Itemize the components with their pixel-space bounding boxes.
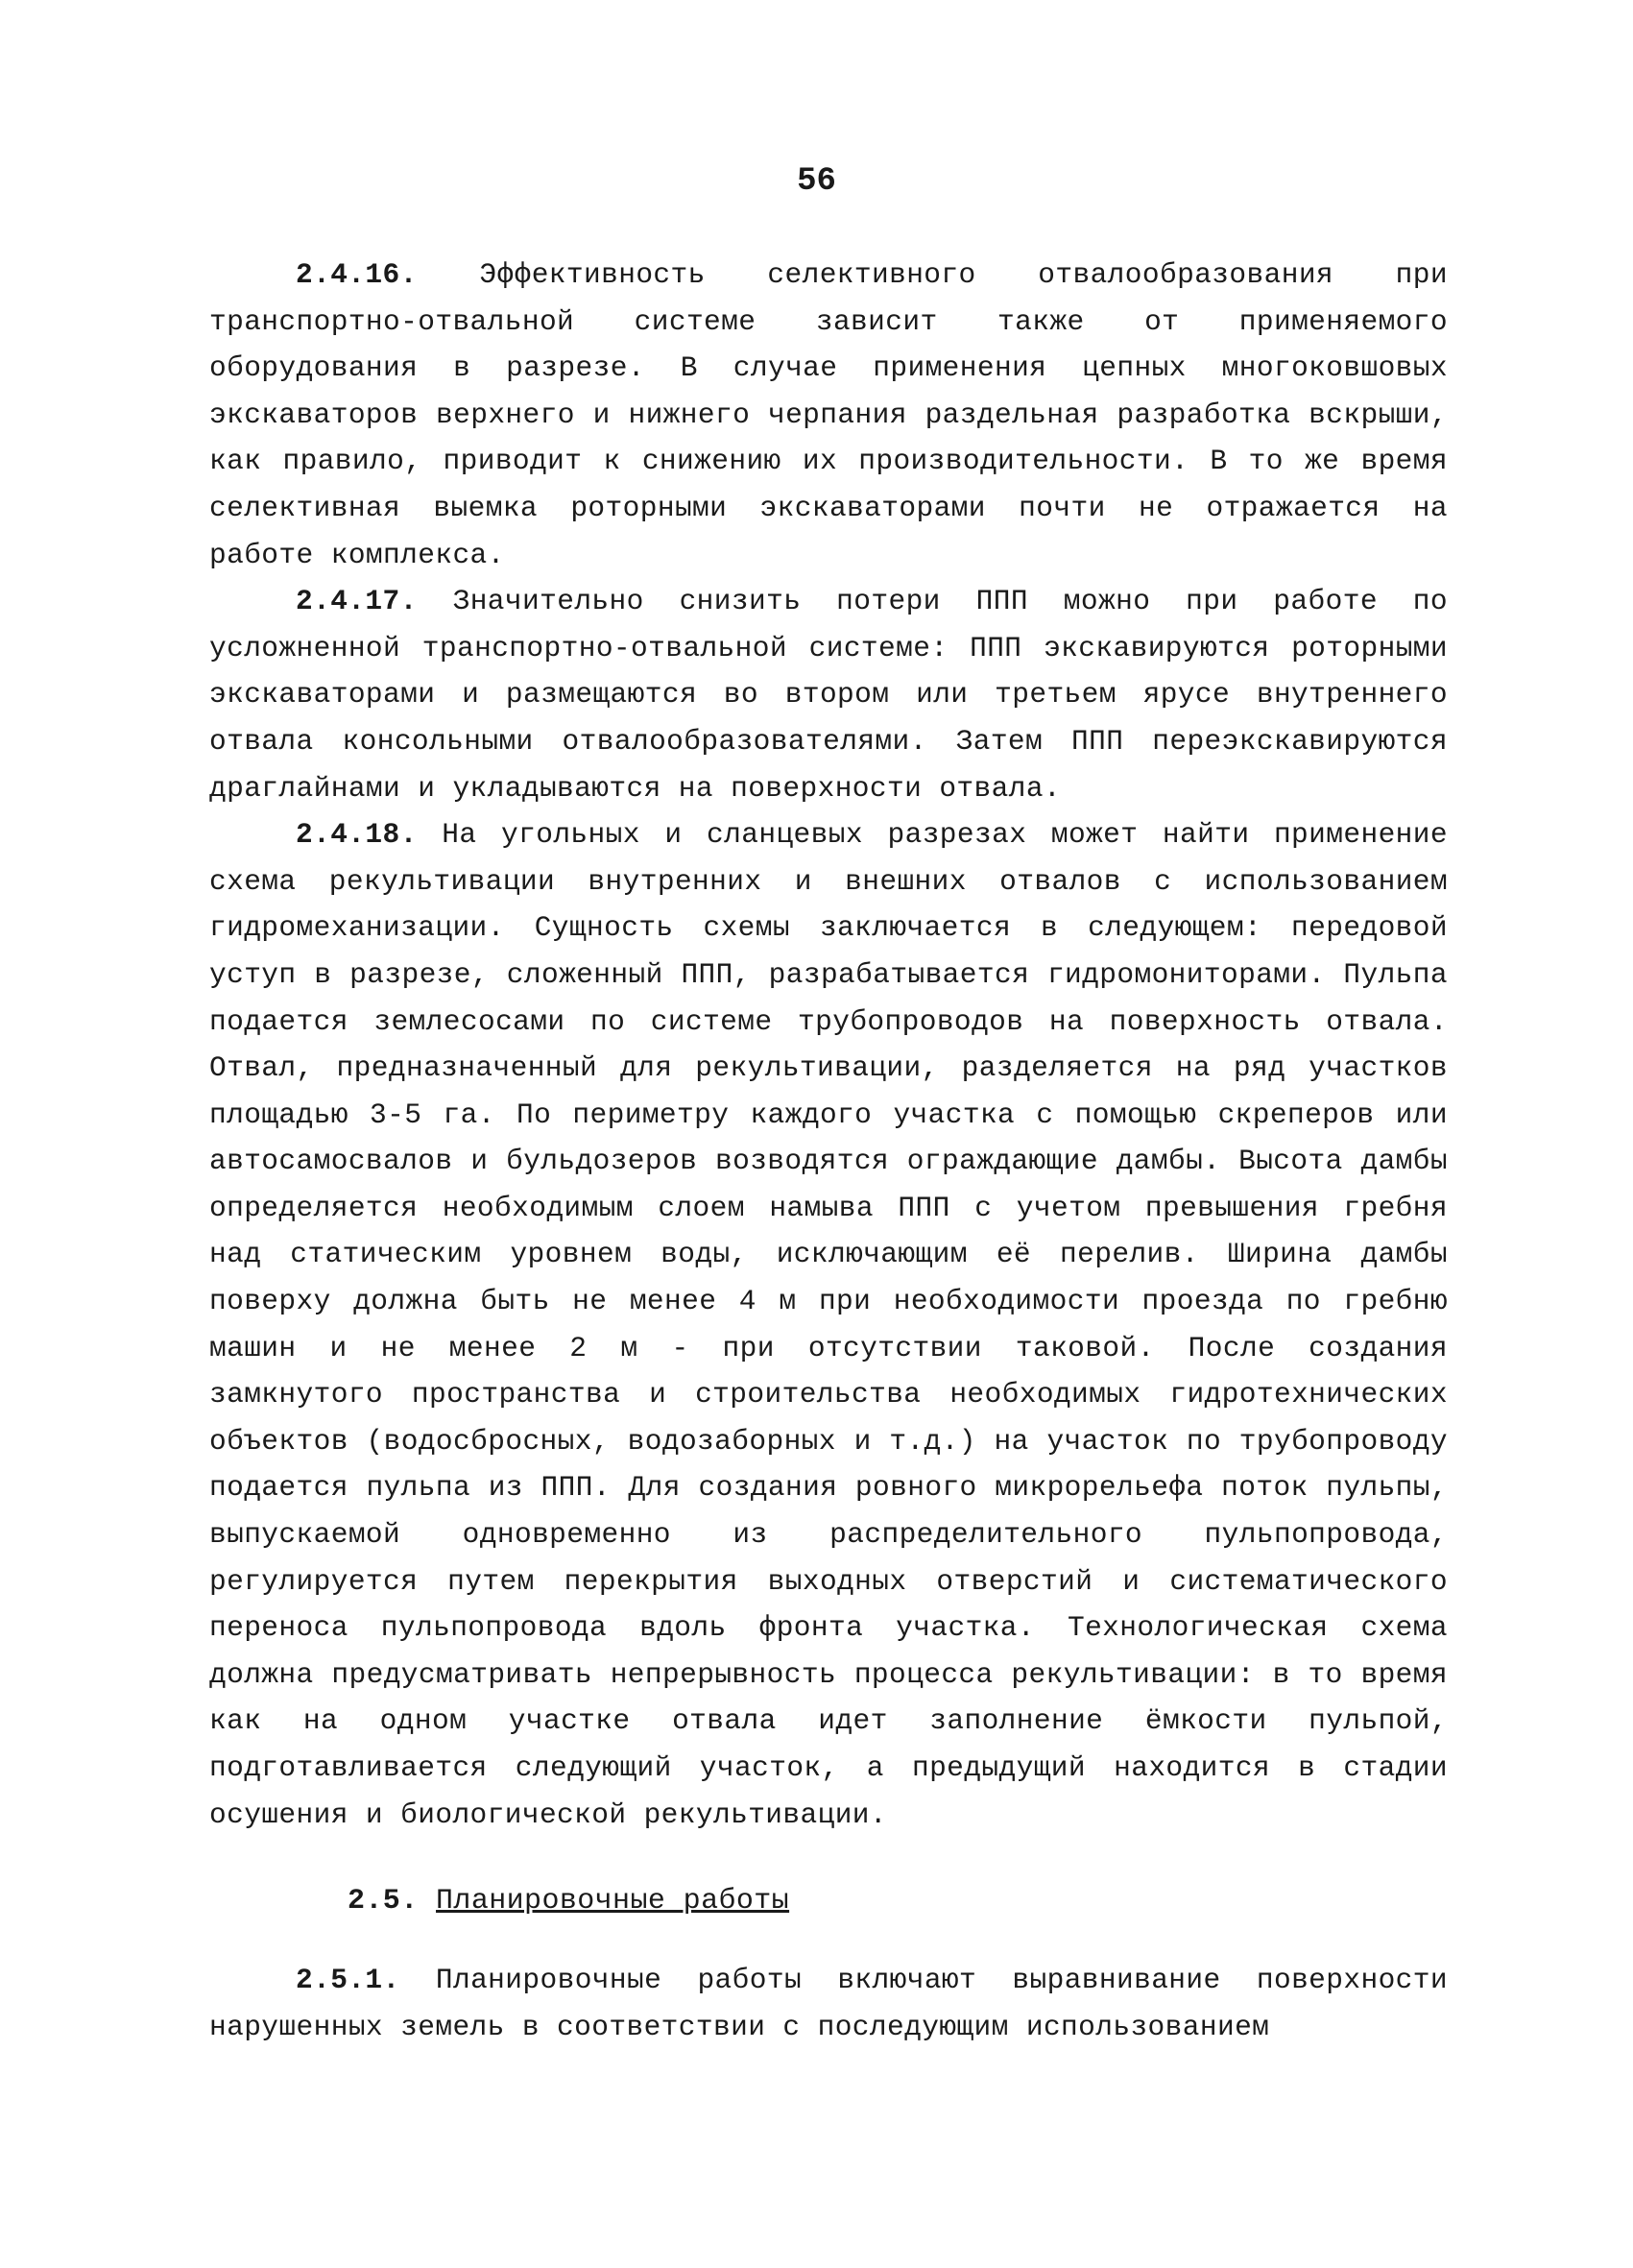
paragraph-2-4-17 bbox=[209, 578, 1448, 811]
section-number: 2.5. bbox=[348, 1885, 419, 1918]
body-text bbox=[209, 252, 1448, 1838]
paragraph-number: 2.4.17. bbox=[296, 585, 418, 618]
paragraph-text: Эффективность селективного отвалообразования при транспортно-отвальной системе зависит также от применяемого оборудования в разрезе. В случае применения цепных многоковшовых экскаваторов верхнего и нижнего черпания раздельная разработка вскрыши, как правило, приводит к снижению их производительности. В то же время селективная выемка роторными экскаваторами почти не отражается на работе комплекса. bbox=[209, 258, 1448, 571]
paragraph-number: 2.5.1. bbox=[296, 1964, 400, 1996]
section-body-text bbox=[209, 1957, 1448, 2050]
section-heading bbox=[348, 1885, 789, 1918]
paragraph-text: Значительно снизить потери ППП можно при работе по усложненной транспортно-отвальной системе: ППП экскавируются роторными экскаваторами и размещаются во втором или третьем ярусе внутреннего отвала консольными отвалообразователями. Затем ППП переэкскавируются драглайнами и укладываются на поверхности отвала. bbox=[209, 585, 1448, 805]
paragraph-text: Планировочные работы включают выравнивание поверхности нарушенных земель в соответствии с последующим использованием bbox=[209, 1964, 1448, 2043]
paragraph-text: На угольных и сланцевых разрезах может найти применение схема рекультивации внутренних и внешних отвалов с использованием гидромеханизации. Сущность схемы заключается в следующем: передовой уступ в разрезе, сложенный ППП, разрабатывается гидромониторами. Пульпа подается землесосами по системе трубопроводов на поверхность отвала. Отвал, предназначенный для рекультивации, разделяется на ряд участков площадью 3-5 га. По периметру каждого участка с помощью скреперов или автосамосвалов и бульдозеров возводятся ограждающие дамбы. Высота дамбы определяется необходимым слоем намыва ППП с учетом превышения гребня над статическим уровнем воды, исключающим её перелив. Ширина дамбы поверху должна быть не менее 4 м при необходимости проезда по гребню машин и не менее 2 м - при отсутствии таковой. После создания замкнутого пространства и строительства необходимых гидротехнических объектов (водосбросных, водозаборных и т.д.) на участок по трубопроводу подается пульпа из ППП. Для создания ровного микрорельефа поток пульпы, выпускаемой одновременно из распределительного пульпопровода, регулируется путем перекрытия выходных отверстий и систематического переноса пульпопровода вдоль фронта участка. Технологическая схема должна предусматривать непрерывность процесса рекультивации: в то время как на одном участке отвала идет заполнение ёмкости пульпой, подготавливается следующий участок, а предыдущий находится в стадии осушения и биологической рекультивации. bbox=[209, 818, 1448, 1831]
page-number: 56 bbox=[797, 163, 836, 200]
paragraph-2-4-18 bbox=[209, 811, 1448, 1838]
paragraph-number: 2.4.16. bbox=[296, 258, 418, 291]
section-title: Планировочные работы bbox=[436, 1885, 790, 1918]
paragraph-number: 2.4.18. bbox=[296, 818, 418, 852]
paragraph-2-5-1 bbox=[209, 1957, 1448, 2050]
paragraph-2-4-16 bbox=[209, 252, 1448, 578]
